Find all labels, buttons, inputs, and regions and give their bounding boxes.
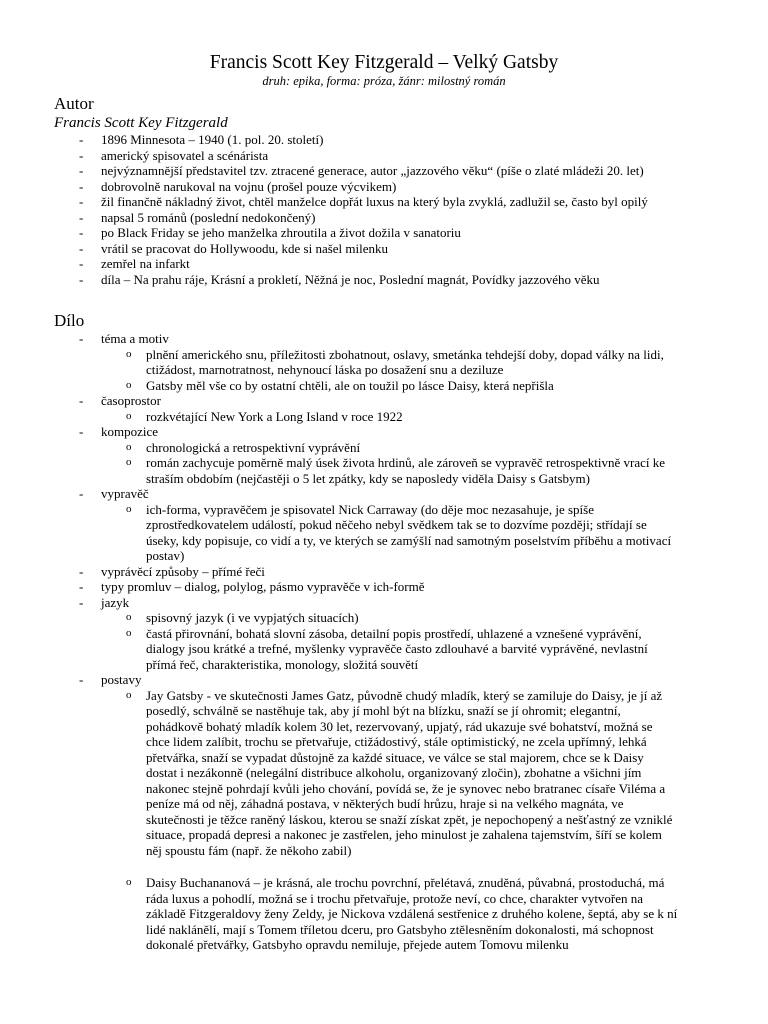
author-fact-item bbox=[0, 179, 768, 195]
author-fact-item bbox=[0, 163, 768, 179]
work-subitem-text: spisovný jazyk (i ve vypjatých situacích) bbox=[146, 610, 359, 625]
work-subitems-list bbox=[101, 610, 728, 672]
work-analysis-list bbox=[0, 331, 768, 953]
work-subitems-list bbox=[101, 409, 728, 425]
work-subitem bbox=[0, 875, 728, 953]
circle-bullet: o bbox=[126, 347, 132, 360]
page-title: Francis Scott Key Fitzgerald – Velký Gatsby bbox=[209, 52, 559, 73]
work-subitem bbox=[0, 455, 728, 486]
author-fact-item bbox=[0, 241, 768, 257]
work-subitem-text: rozkvétající New York a Long Island v roce 1922 bbox=[146, 408, 403, 424]
dash-bullet: - bbox=[79, 594, 84, 610]
work-topic-label: vyprávěcí způsoby – přímé řeči bbox=[101, 563, 265, 579]
author-fact-item bbox=[0, 148, 768, 164]
work-subitem bbox=[0, 378, 728, 394]
circle-bullet: o bbox=[126, 440, 132, 453]
work-topic-item bbox=[0, 331, 768, 393]
work-subitems-list bbox=[101, 347, 728, 394]
work-topic-label: časoprostor bbox=[101, 393, 161, 408]
work-topic-label: vypravěč bbox=[101, 486, 149, 501]
work-subitem-text: chronologická a retrospektivní vyprávění bbox=[146, 439, 361, 455]
circle-bullet: o bbox=[126, 502, 132, 515]
author-fact-item bbox=[0, 256, 768, 272]
dash-bullet: - bbox=[79, 256, 84, 271]
dash-bullet: - bbox=[79, 194, 84, 209]
work-topic-item bbox=[0, 424, 768, 486]
circle-bullet: o bbox=[126, 626, 132, 639]
work-topic-item bbox=[0, 579, 768, 595]
work-subitem bbox=[0, 409, 728, 425]
spacer bbox=[0, 858, 728, 875]
author-fact-text: díla – Na prahu ráje, Krásní a prokletí, Něžná je noc, Poslední magnát, Povídky jazzového věku bbox=[101, 271, 600, 287]
work-subitem-text: ich-forma, vypravěčem je spisovatel Nick Carraway (do děje moc nezasahuje, je spíše zprostředkovatelem událostí, pokud něčeho nebyl svědkem tak se to dozvíme později; střídají se úseky, kdy popisuje, co vidí a ty, ve kterých se zamýšlí nad samotným poselstvím příběhu a motivací postav) bbox=[146, 501, 672, 563]
author-fact-item bbox=[0, 194, 768, 210]
work-topic-label: typy promluv – dialog, polylog, pásmo vypravěče v ich-formě bbox=[101, 579, 425, 594]
work-subitem-text: plnění amerického snu, příležitosti zbohatnout, oslavy, smetánka tehdejší doby, dopad války na lidi, ctižádost, marnotratnost, nehynoucí láska po dosažení snu a deziluze bbox=[146, 346, 664, 377]
author-fact-text: 1896 Minnesota – 1940 (1. pol. 20. století) bbox=[101, 132, 324, 147]
dash-bullet: - bbox=[79, 240, 84, 256]
work-subitem bbox=[0, 502, 728, 564]
circle-bullet: o bbox=[126, 409, 132, 422]
author-fact-item bbox=[0, 210, 768, 226]
author-fact-text: napsal 5 románů (poslední nedokončený) bbox=[101, 209, 316, 225]
circle-bullet: o bbox=[126, 456, 132, 468]
author-facts-list bbox=[0, 132, 768, 287]
author-name-subheading: Francis Scott Key Fitzgerald bbox=[54, 115, 228, 131]
dash-bullet: - bbox=[79, 331, 84, 346]
work-subitem bbox=[0, 610, 728, 626]
work-topic-label: kompozice bbox=[101, 424, 159, 439]
work-topic-label: jazyk bbox=[101, 594, 130, 610]
dash-bullet: - bbox=[79, 163, 84, 178]
work-heading: Dílo bbox=[54, 311, 85, 330]
dash-bullet: - bbox=[79, 579, 84, 594]
author-fact-text: žil finančně nákladný život, chtěl manželce dopřát luxus na který byla zvyklá, zadlužil se, často byl opilý bbox=[101, 194, 648, 209]
dash-bullet: - bbox=[79, 147, 84, 163]
work-topic-item bbox=[0, 564, 768, 580]
dash-bullet: - bbox=[79, 225, 84, 240]
work-subitem-text: Gatsby měl vše co by ostatní chtěli, ale on toužil po lásce Daisy, která nepřišla bbox=[146, 377, 554, 393]
author-fact-text: vrátil se pracovat do Hollywoodu, kde si našel milenku bbox=[101, 240, 389, 256]
dash-bullet: - bbox=[79, 271, 84, 287]
dash-bullet: - bbox=[79, 132, 84, 147]
work-subitem bbox=[0, 626, 728, 673]
dash-bullet: - bbox=[79, 393, 84, 408]
dash-bullet: - bbox=[79, 178, 84, 194]
work-subitem-text: Jay Gatsby - ve skutečnosti James Gatz, původně chudý mladík, který se zamiluje do Daisy, je jí až posedlý, schválně se nastěhuje tak, aby jí mohl být na blízku, snaží se jí ohromit; elegantní, pohádkově bohatý mladík kolem 30 let, rezervovaný, upjatý, rád ukazuje své bohatství, možná se chce lidem zalíbit, trochu se přetvařuje, ctižádostivý, stále optimistický, ne zcela upřímný, lehká přetvářka, snaží se vypadat důstojně za každé situace, ve válce se stal majorem, chce se k Daisy dostat i nezákonně (nelegální distribuce alkoholu, organizovaný zločin), zbohatne a všichni jím nakonec stejně pohrdají kvůli jeho chování, povídá se, že je synovec nebo bratranec císaře Viléma a peníze má od něj, záhadná postava, v některých budí hrůzu, hraje si na velkého magnáta, ve skutečnosti je těžce raněný láskou, kterou se snaží získat zpět, je nepochopený a nešťastný ze vzniklé situace, propadá depresi a nakonec je zastřelen, jeho minulost je zahalena tajemstvím, šíří se kolem něj spoustu fám (např. že někoho zabil) bbox=[146, 687, 673, 858]
circle-bullet: o bbox=[126, 611, 132, 623]
work-topic-item bbox=[0, 486, 768, 564]
circle-bullet: o bbox=[126, 378, 132, 391]
dash-bullet: - bbox=[79, 424, 84, 439]
work-subitem bbox=[0, 688, 728, 859]
work-topic-item bbox=[0, 672, 768, 953]
work-subitems-list bbox=[101, 502, 728, 564]
work-subitem-text: častá přirovnání, bohatá slovní zásoba, detailní popis prostředí, uhlazené a vznešené vyprávění, dialogy jsou krátké a trefné, myšlenky vypravěče často zdlouhavé a barvité vyprávěné, nevlastní přímá řeč, charakteristika, monology, složitá souvětí bbox=[146, 625, 648, 672]
work-topic-label: postavy bbox=[101, 672, 142, 687]
author-fact-text: po Black Friday se jeho manželka zhroutila a život dožila v sanatoriu bbox=[101, 225, 461, 240]
author-fact-item bbox=[0, 272, 768, 288]
work-subitem bbox=[0, 347, 728, 378]
dash-bullet: - bbox=[79, 486, 84, 501]
work-subitem bbox=[0, 440, 728, 456]
author-fact-text: dobrovolně narukoval na vojnu (prošel pouze výcvikem) bbox=[101, 178, 397, 194]
author-fact-text: americký spisovatel a scénárista bbox=[101, 147, 269, 163]
dash-bullet: - bbox=[79, 672, 84, 687]
author-fact-item bbox=[0, 225, 768, 241]
page-subtitle: druh: epika, forma: próza, žánr: milostný román bbox=[262, 74, 506, 88]
circle-bullet: o bbox=[126, 688, 132, 701]
work-subitem-text: román zachycuje poměrně malý úsek života hrdinů, ale zároveň se vypravěč retrospektivně vrací ke straším obdobím (nejčastěji o 5 let zpátky, kdy se naposledy viděla Daisy s Gatsbym) bbox=[146, 455, 666, 486]
work-subitems-list bbox=[101, 688, 728, 953]
dash-bullet: - bbox=[79, 563, 84, 579]
work-subitem-text: Daisy Buchananová – je krásná, ale trochu povrchní, přelétavá, znuděná, půvabná, prostoduchá, má ráda luxus a pohodlí, možná se i trochu přetvařuje, protože neví, co chce, charakter vytvořen na základě Fitzgeraldovy ženy Zeldy, je Nickova vzdálená sestřenice z druhého kolene, šeptá, aby se k ní lidé naklánělí, mají s Tomem tříletou dceru, pro Gatsbyho ztělesněním dokonalosti, má schopnost dokonalé přetvářky, Gatsbyho opravdu nemiluje, přejede autem Tomovu milenku bbox=[146, 875, 678, 952]
dash-bullet: - bbox=[79, 209, 84, 225]
author-fact-text: nejvýznamnější představitel tzv. ztracené generace, autor „jazzového věku“ (píše o zlaté mládeži 20. let) bbox=[101, 163, 644, 178]
work-topic-item bbox=[0, 393, 768, 424]
work-topic-item bbox=[0, 595, 768, 673]
circle-bullet: o bbox=[126, 876, 132, 888]
author-fact-item bbox=[0, 132, 768, 148]
work-subitems-list bbox=[101, 440, 728, 487]
work-topic-label: téma a motiv bbox=[101, 331, 169, 346]
author-fact-text: zemřel na infarkt bbox=[101, 256, 190, 271]
author-heading: Autor bbox=[54, 94, 94, 113]
